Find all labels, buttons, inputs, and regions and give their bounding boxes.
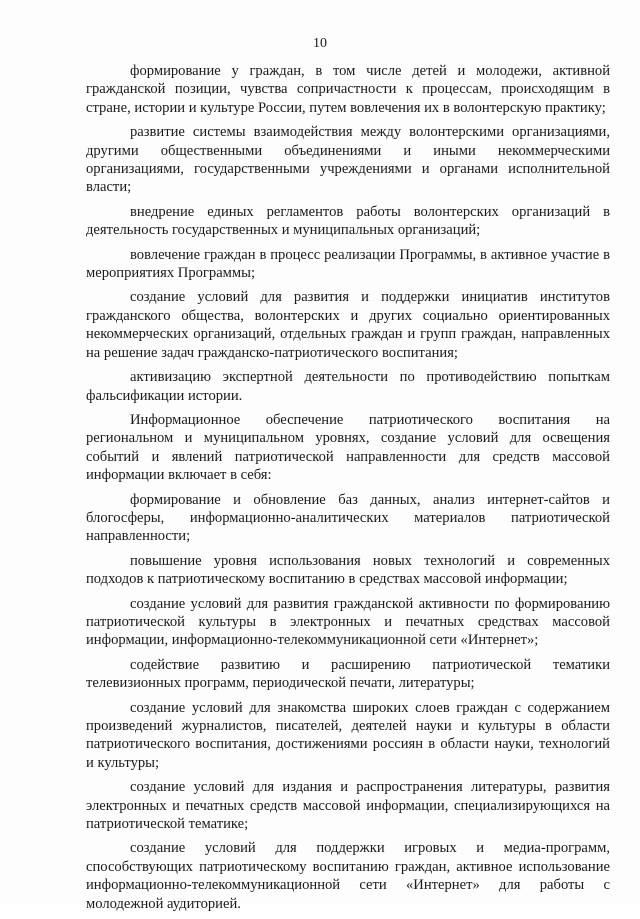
paragraph: вовлечение граждан в процесс реализации Программы, в активное участие в мероприятиях Программы; <box>86 246 610 282</box>
paragraph: повышение уровня использования новых технологий и современных подходов к патриотическому воспитанию в средствах массовой информации; <box>86 552 610 588</box>
paragraph: создание условий для развития гражданской активности по формированию патриотической культуры в электронных и печатных средствах массовой информации, информационно-телекоммуникационной сети «Интернет»; <box>86 595 610 649</box>
paragraph: создание условий для знакомства широких слоев граждан с содержанием произведений журналистов, писателей, деятелей науки и культуры в области патриотического воспитания, достижениями россиян в области науки, технологий и культуры; <box>86 699 610 771</box>
paragraph: развитие системы взаимодействия между волонтерскими организациями, другими общественными объединениями и иными некоммерческими организациями, государственными учреждениями и органами исполнительной власти; <box>86 124 610 196</box>
paragraph: создание условий для издания и распространения литературы, развития электронных и печатных средств массовой информации, специализирующихся на патриотической тематике; <box>86 779 610 833</box>
paragraph: формирование у граждан, в том числе детей и молодежи, активной гражданской позиции, чувства сопричастности к процессам, происходящим в стране, истории и культуре России, путем вовлечения их в волонтерскую практику; <box>86 63 610 116</box>
document-body <box>86 62 610 919</box>
paragraph: активизацию экспертной деятельности по противодействию попыткам фальсификации истории. <box>86 369 610 404</box>
paragraph: формирование и обновление баз данных, анализ интернет-сайтов и блогосферы, информационно-аналитических материалов патриотической направленности; <box>86 491 610 545</box>
paragraph: создание условий для поддержки игровых и медиа-программ, способствующих патриотическому воспитанию граждан, активное использование информационно-телекоммуникационной сети «Интернет» для работы с молодежной аудиторией. <box>86 840 610 912</box>
paragraph: Информационное обеспечение патриотического воспитания на региональном и муниципальном уровнях, создание условий для освещения событий и явлений патриотической направленности для средств массовой информации включает в себя: <box>86 411 610 484</box>
paragraph: содействие развитию и расширению патриотической тематики телевизионных программ, периодической печати, литературы; <box>86 656 610 692</box>
page-number: 10 <box>313 36 327 51</box>
paragraph: внедрение единых регламентов работы волонтерских организаций в деятельность государственных и муниципальных организаций; <box>86 203 610 239</box>
paragraph: создание условий для развития и поддержки инициатив институтов гражданского общества, волонтерских и других социально ориентированных некоммерческих организаций, отдельных граждан и групп граждан, направленных на решение задач гражданско-патриотического воспитания; <box>86 289 610 361</box>
